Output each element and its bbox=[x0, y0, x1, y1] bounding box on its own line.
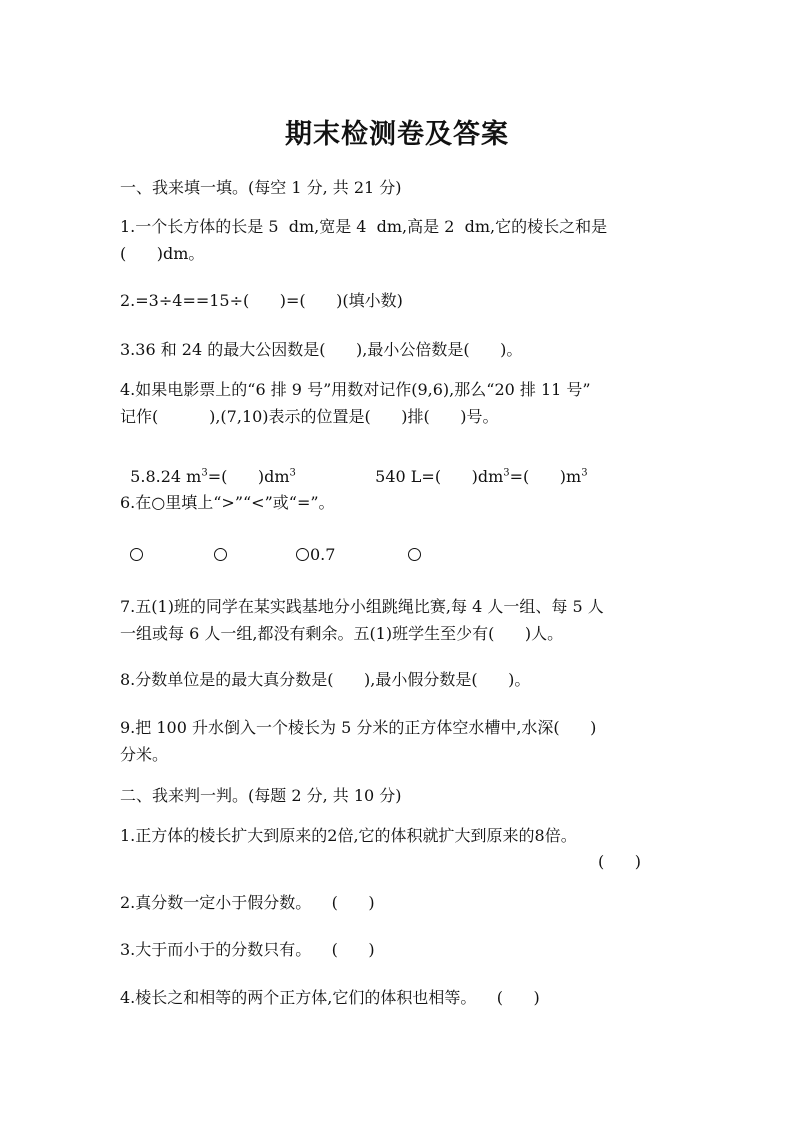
question-1-4-line-1: 4.如果电影票上的“6 排 9 号”用数对记作(9,6),那么“20 排 11 号” bbox=[120, 380, 591, 399]
question-1-6: 6.在○里填上“>”“<”或“=”。 bbox=[120, 493, 335, 512]
compare-circle-icon bbox=[130, 548, 143, 561]
question-1-5-b bbox=[365, 447, 588, 487]
section-2-heading: 二、我来判一判。(每题 2 分, 共 10 分) bbox=[120, 786, 402, 805]
question-1-9-line-1: 9.把 100 升水倒入一个棱长为 5 分米的正方体空水槽中,水深( ) bbox=[120, 718, 597, 737]
q5-part-2: =( )dm bbox=[207, 467, 290, 486]
q5-sup-4: 3 bbox=[581, 467, 588, 479]
question-1-7-line-1: 7.五(1)班的同学在某实践基地分小组跳绳比赛,每 4 人一组、每 5 人 bbox=[120, 597, 604, 616]
compare-circle-icon bbox=[408, 548, 421, 561]
question-1-1-line-1: 1.一个长方体的长是 5 dm,宽是 4 dm,高是 2 dm,它的棱长之和是 bbox=[120, 217, 608, 236]
q5-sup-3: 3 bbox=[503, 467, 510, 479]
page-title: 期末检测卷及答案 bbox=[285, 119, 509, 150]
q5-part-1: 5.8.24 m bbox=[130, 467, 202, 486]
q5-part-3: 540 L=( )dm bbox=[375, 467, 504, 486]
section-1-heading: 一、我来填一填。(每空 1 分, 共 21 分) bbox=[120, 178, 402, 197]
question-2-1: 1.正方体的棱长扩大到原来的2倍,它的体积就扩大到原来的8倍。 bbox=[120, 826, 577, 845]
q5-sup-2: 3 bbox=[289, 467, 296, 479]
question-2-2: 2.真分数一定小于假分数。 ( ) bbox=[120, 893, 375, 912]
compare-circle-icon bbox=[296, 548, 309, 561]
question-2-1-answer-blank: ( ) bbox=[598, 852, 641, 871]
question-1-4-line-2: 记作( ),(7,10)表示的位置是( )排( )号。 bbox=[120, 407, 499, 426]
question-1-3: 3.36 和 24 的最大公因数是( ),最小公倍数是( )。 bbox=[120, 340, 523, 359]
question-2-4: 4.棱长之和相等的两个正方体,它们的体积也相等。 ( ) bbox=[120, 988, 540, 1007]
question-1-7-line-2: 一组或每 6 人一组,都没有剩余。五(1)班学生至少有( )人。 bbox=[120, 624, 564, 643]
question-1-5 bbox=[120, 447, 296, 487]
question-1-9-line-2: 分米。 bbox=[120, 745, 169, 764]
question-1-8: 8.分数单位是的最大真分数是( ),最小假分数是( )。 bbox=[120, 670, 531, 689]
q5-part-4: =( )m bbox=[509, 467, 582, 486]
compare-value: 0.7 bbox=[310, 545, 336, 564]
question-1-2: 2.=3÷4==15÷( )=( )(填小数) bbox=[120, 291, 403, 310]
q5-sup-1: 3 bbox=[201, 467, 208, 479]
question-1-1-line-2: ( )dm。 bbox=[120, 244, 205, 263]
question-2-3: 3.大于而小于的分数只有。 ( ) bbox=[120, 940, 375, 959]
compare-circle-icon bbox=[214, 548, 227, 561]
